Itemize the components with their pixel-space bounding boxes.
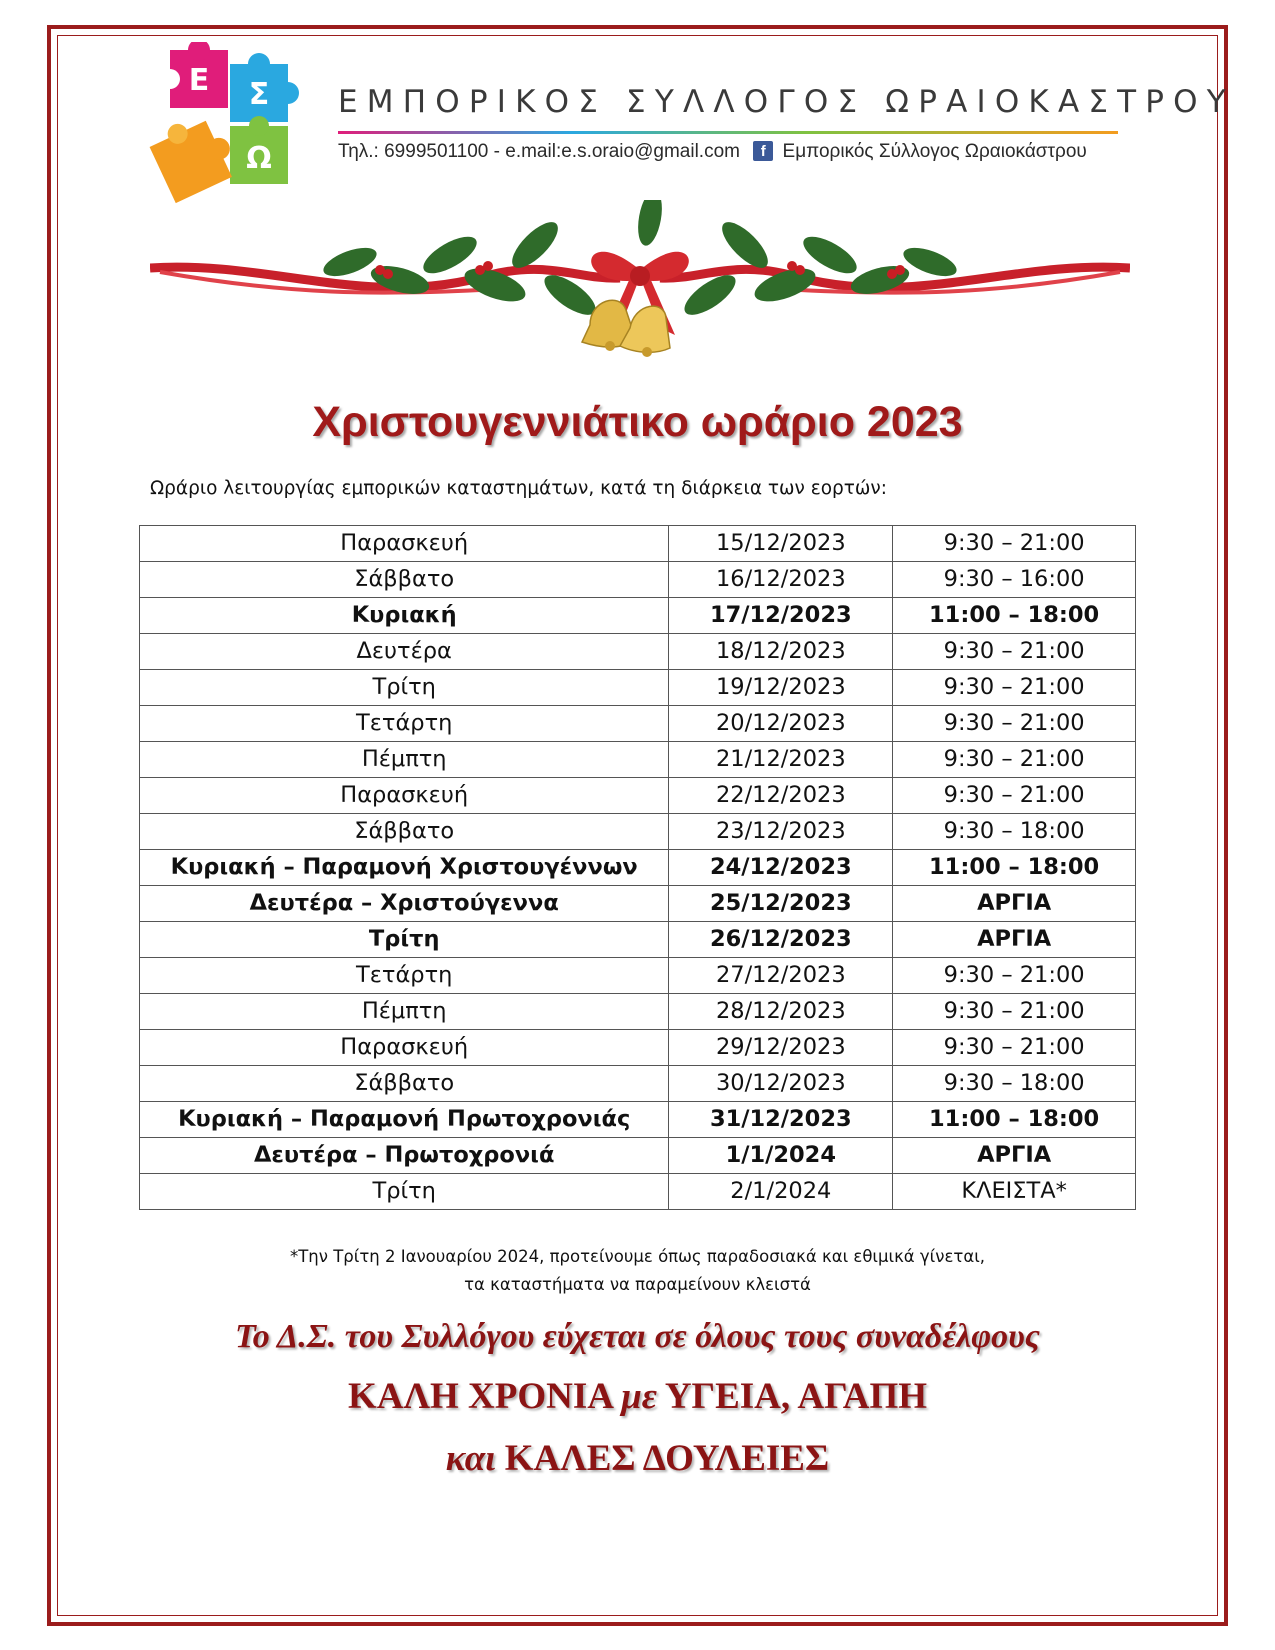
greeting-line-3-part-a: και <box>445 1438 496 1479</box>
greeting-line-2-part-c: ΥΓΕΙΑ, ΑΓΑΠΗ <box>656 1376 928 1417</box>
date-cell: 16/12/2023 <box>669 562 893 598</box>
table-row <box>140 886 1136 922</box>
date-cell: 27/12/2023 <box>669 958 893 994</box>
date-cell: 23/12/2023 <box>669 814 893 850</box>
contact-text: Τηλ.: 6999501100 - e.mail:e.s.oraio@gmail.com <box>338 141 740 163</box>
hours-cell: 9:30 – 21:00 <box>893 994 1136 1030</box>
table-row <box>140 706 1136 742</box>
table-row <box>140 1174 1136 1210</box>
hours-cell: ΑΡΓΙΑ <box>893 922 1136 958</box>
table-row <box>140 742 1136 778</box>
header-color-stripe <box>338 131 1118 134</box>
greeting-line-3-part-b: ΚΑΛΕΣ ΔΟΥΛΕΙΕΣ <box>495 1438 830 1479</box>
table-row <box>140 1102 1136 1138</box>
day-cell: Πέμπτη <box>140 994 669 1030</box>
day-cell: Τετάρτη <box>140 706 669 742</box>
date-cell: 26/12/2023 <box>669 922 893 958</box>
hours-cell: 9:30 – 21:00 <box>893 706 1136 742</box>
table-row <box>140 778 1136 814</box>
hours-cell: 9:30 – 21:00 <box>893 1030 1136 1066</box>
holiday-schedule-table <box>139 525 1136 1210</box>
hours-cell: 9:30 – 21:00 <box>893 742 1136 778</box>
hours-cell: ΚΛΕΙΣΤΑ* <box>893 1174 1136 1210</box>
hours-cell: 11:00 – 18:00 <box>893 1102 1136 1138</box>
date-cell: 29/12/2023 <box>669 1030 893 1066</box>
day-cell: Παρασκευή <box>140 526 669 562</box>
date-cell: 30/12/2023 <box>669 1066 893 1102</box>
table-row <box>140 526 1136 562</box>
date-cell: 15/12/2023 <box>669 526 893 562</box>
facebook-icon: f <box>753 141 773 161</box>
hours-cell: ΑΡΓΙΑ <box>893 886 1136 922</box>
hours-cell: 11:00 – 18:00 <box>893 850 1136 886</box>
day-cell: Πέμπτη <box>140 742 669 778</box>
table-row <box>140 958 1136 994</box>
date-cell: 24/12/2023 <box>669 850 893 886</box>
table-row <box>140 598 1136 634</box>
puzzle-piece-blue <box>230 53 299 122</box>
day-cell: Κυριακή – Παραμονή Χριστουγέννων <box>140 850 669 886</box>
day-cell: Τετάρτη <box>140 958 669 994</box>
day-cell: Παρασκευή <box>140 778 669 814</box>
day-cell: Τρίτη <box>140 1174 669 1210</box>
date-cell: 18/12/2023 <box>669 634 893 670</box>
date-cell: 1/1/2024 <box>669 1138 893 1174</box>
date-cell: 2/1/2024 <box>669 1174 893 1210</box>
puzzle-piece-green <box>230 116 288 184</box>
hours-cell: 9:30 – 18:00 <box>893 814 1136 850</box>
hours-cell: 9:30 – 21:00 <box>893 670 1136 706</box>
hours-cell: ΑΡΓΙΑ <box>893 1138 1136 1174</box>
table-row <box>140 850 1136 886</box>
logo-letter-omega: Ω <box>246 141 272 176</box>
association-name: ΕΜΠΟΡΙΚΟΣ ΣΥΛΛΟΓΟΣ ΩΡΑΙΟΚΑΣΤΡΟΥ <box>338 84 1235 120</box>
greeting-line-2-part-a: ΚΑΛΗ ΧΡΟΝΙΑ <box>347 1376 622 1417</box>
date-cell: 19/12/2023 <box>669 670 893 706</box>
schedule-description: Ωράριο λειτουργίας εμπορικών καταστημάτων, κατά τη διάρκεια των εορτών: <box>150 478 887 499</box>
date-cell: 31/12/2023 <box>669 1102 893 1138</box>
greeting-line-2 <box>0 1375 1275 1418</box>
hours-cell: 9:30 – 16:00 <box>893 562 1136 598</box>
day-cell: Κυριακή <box>140 598 669 634</box>
table-row <box>140 1066 1136 1102</box>
date-cell: 25/12/2023 <box>669 886 893 922</box>
day-cell: Παρασκευή <box>140 1030 669 1066</box>
hours-cell: 11:00 – 18:00 <box>893 598 1136 634</box>
hours-cell: 9:30 – 18:00 <box>893 1066 1136 1102</box>
puzzle-piece-pink <box>160 42 228 108</box>
table-row <box>140 922 1136 958</box>
table-row <box>140 1138 1136 1174</box>
hours-cell: 9:30 – 21:00 <box>893 526 1136 562</box>
footnote-line-1: *Την Τρίτη 2 Ιανουαρίου 2024, προτείνουμε όπως παραδοσιακά και εθιμικά γίνεται, <box>289 1247 986 1266</box>
footnote <box>0 1243 1275 1299</box>
date-cell: 21/12/2023 <box>669 742 893 778</box>
hours-cell: 9:30 – 21:00 <box>893 634 1136 670</box>
table-row <box>140 634 1136 670</box>
hours-cell: 9:30 – 21:00 <box>893 958 1136 994</box>
logo-letter-epsilon: Ε <box>188 63 210 98</box>
day-cell: Δευτέρα – Χριστούγεννα <box>140 886 669 922</box>
day-cell: Σάββατο <box>140 562 669 598</box>
date-cell: 22/12/2023 <box>669 778 893 814</box>
greeting-line-1: Το Δ.Σ. του Συλλόγου εύχεται σε όλους τους συναδέλφους <box>235 1318 1040 1355</box>
day-cell: Σάββατο <box>140 814 669 850</box>
puzzle-piece-orange <box>148 107 242 203</box>
day-cell: Κυριακή – Παραμονή Πρωτοχρονιάς <box>140 1102 669 1138</box>
logo-letter-sigma: Σ <box>248 77 270 112</box>
greeting-line-3 <box>0 1437 1275 1480</box>
hours-cell: 9:30 – 21:00 <box>893 778 1136 814</box>
facebook-page-name: Εμπορικός Σύλλογος Ωραιοκάστρου <box>782 141 1087 163</box>
day-cell: Δευτέρα – Πρωτοχρονιά <box>140 1138 669 1174</box>
day-cell: Τρίτη <box>140 670 669 706</box>
day-cell: Τρίτη <box>140 922 669 958</box>
date-cell: 28/12/2023 <box>669 994 893 1030</box>
table-row <box>140 670 1136 706</box>
day-cell: Δευτέρα <box>140 634 669 670</box>
table-row <box>140 994 1136 1030</box>
footnote-line-2: τα καταστήματα να παραμείνουν κλειστά <box>464 1275 811 1294</box>
date-cell: 20/12/2023 <box>669 706 893 742</box>
day-cell: Σάββατο <box>140 1066 669 1102</box>
date-cell: 17/12/2023 <box>669 598 893 634</box>
contact-line <box>338 141 1138 163</box>
table-row <box>140 562 1136 598</box>
christmas-garland-illustration <box>150 200 1130 375</box>
association-logo <box>148 42 318 212</box>
table-row <box>140 1030 1136 1066</box>
greeting-line-2-part-b: με <box>621 1376 657 1417</box>
page-title: Χριστουγεννιάτικο ωράριο 2023 <box>312 398 963 446</box>
table-row <box>140 814 1136 850</box>
